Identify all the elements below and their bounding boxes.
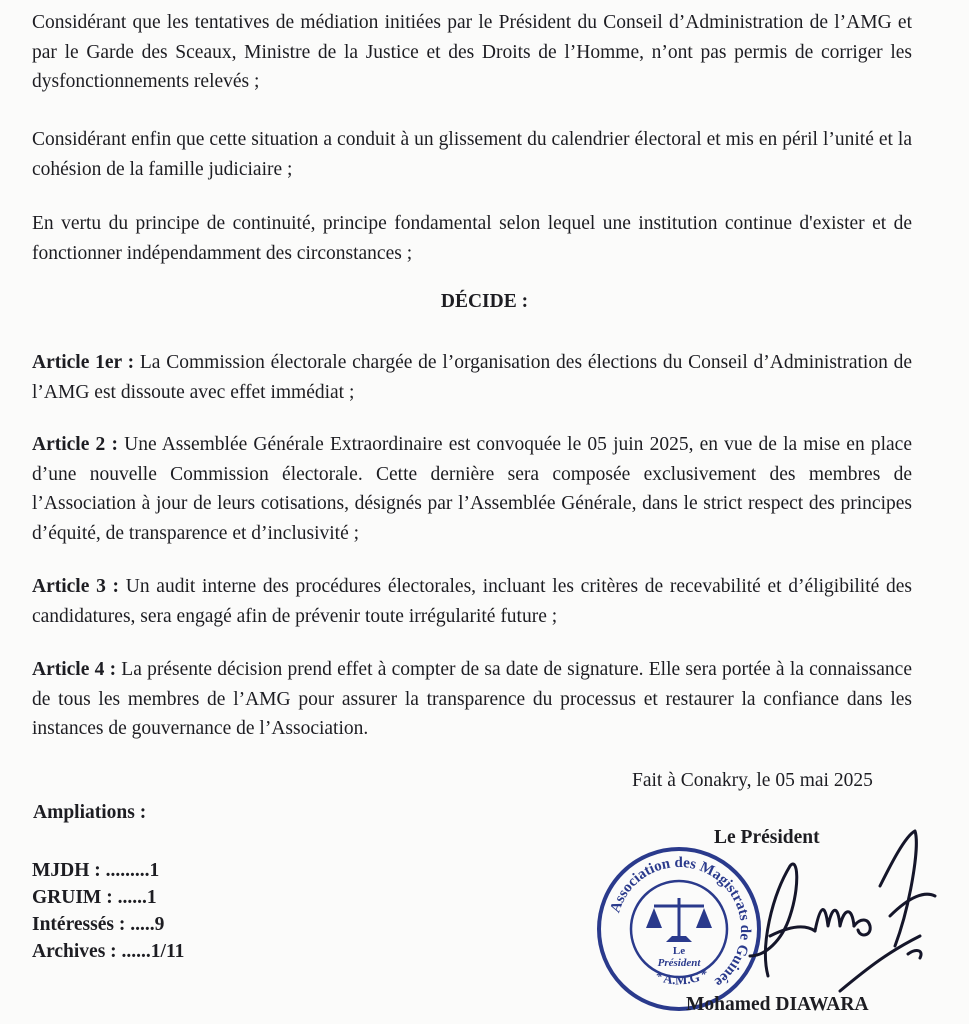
paragraph-calendar: Considérant enfin que cette situation a conduit à un glissement du calendrier électoral et mis en péril l’unité et la cohésion de la famille judiciaire ;	[32, 129, 912, 180]
handwritten-signature	[720, 826, 950, 1016]
paragraph-continuity: En vertu du principe de continuité, principe fondamental selon lequel une institution continue d'exister et de fonctionner indépendamment des circonstances ;	[32, 213, 912, 264]
stamp-center-line1: Le	[672, 945, 686, 957]
ampliations-title: Ampliations :	[33, 802, 147, 823]
article-label: Article 3 :	[32, 576, 120, 597]
decision-heading: DÉCIDE :	[440, 291, 529, 312]
article-label: Article 2 :	[32, 434, 118, 455]
scales-of-justice-icon	[646, 898, 712, 942]
signatory-name: Mohamed DIAWARA	[686, 994, 869, 1015]
ampliation-item: GRUIM : ......1	[32, 887, 157, 908]
article-3	[32, 572, 912, 631]
ampliation-item: Intéressés : .....9	[32, 914, 165, 935]
article-text: La Commission électorale chargée de l’organisation des élections du Conseil d’Administration de l’AMG est dissoute avec effet immédiat ;	[32, 352, 913, 403]
article-label: Article 4 :	[32, 659, 117, 680]
article-text: La présente décision prend effet à compter de sa date de signature. Elle sera portée à la connaissance de tous les membres de l’AMG pour assurer la transparence du processus et restaurer la confiance dans les instances de gouvernance de l’Association.	[32, 659, 912, 739]
signatory-title: Le Président	[714, 827, 820, 848]
article-2	[32, 430, 912, 548]
article-text: Un audit interne des procédures électorales, incluant les critères de recevabilité et d’éligibilité des candidatures, sera engagé afin de prévenir toute irrégularité future ;	[32, 576, 912, 627]
article-text: Une Assemblée Générale Extraordinaire est convoquée le 05 juin 2025, en vue de la mise en place d’une nouvelle Commission électorale. Cette dernière sera composée exclusivement des membres de l’Association à jour de leurs cotisations, désignés par l’Assemblée Générale, dans le strict respect des principes d’équité, de transparence et d’inclusivité ;	[32, 434, 912, 544]
ampliations-list	[32, 857, 184, 965]
ampliation-item: Archives : ......1/11	[32, 941, 185, 962]
stamp-center-line2: Président	[657, 957, 701, 969]
ampliation-item: MJDH : .........1	[32, 860, 160, 881]
article-1	[32, 348, 912, 407]
article-label: Article 1er :	[32, 352, 135, 373]
paragraph-mediation: Considérant que les tentatives de médiation initiées par le Président du Conseil d’Administration de l’AMG et par le Garde des Sceaux, Ministre de la Justice et des Droits de l’Homme, n’ont pas permis de corriger les dysfonctionnements relevés ;	[32, 12, 912, 92]
article-4	[32, 655, 912, 744]
stamp-ring-text: Association des Magistrats de Guinée	[607, 854, 754, 991]
stamp-bottom-text: * A.M.G *	[653, 965, 711, 988]
place-date: Fait à Conakry, le 05 mai 2025	[632, 770, 873, 791]
